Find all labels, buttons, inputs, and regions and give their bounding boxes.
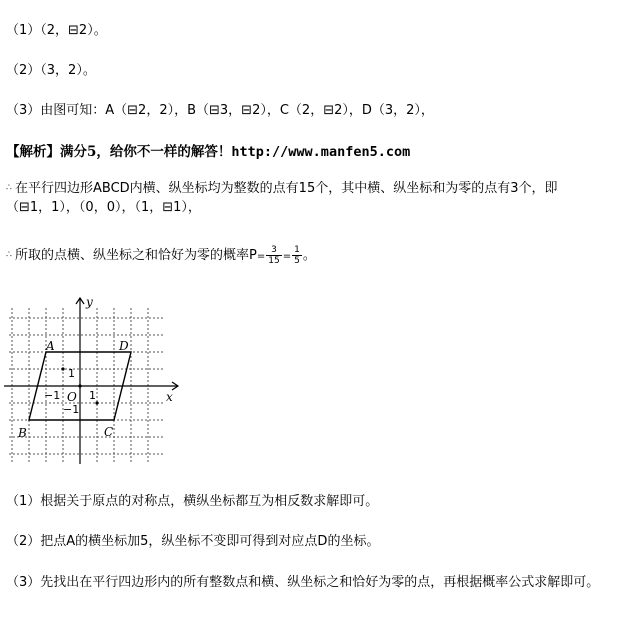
origin-label: O bbox=[67, 390, 77, 404]
axes bbox=[4, 298, 178, 464]
tick-y-neg-1: −1 bbox=[63, 403, 80, 416]
vertex-d-label: D bbox=[119, 339, 129, 353]
vertex-c-label: C bbox=[104, 425, 114, 439]
tick-y-1: 1 bbox=[68, 367, 75, 380]
analysis-p1-line1: 在平行四边形ABCD内横、纵坐标均为整数的点有15个，其中横、纵坐标和为零的点有3个，即 bbox=[15, 181, 558, 196]
hint-3: （3）先找出在平行四边形内的所有整数点和横、纵坐标之和恰好为零的点，再根据概率公式求解即可。 bbox=[6, 575, 600, 590]
tick-x-1: 1 bbox=[89, 389, 96, 402]
answer-2: （2）（3，2）。 bbox=[6, 63, 96, 78]
analysis-p1-line2: （⊟1，1），（0，0），（1，⊟1）， bbox=[6, 200, 201, 215]
equals-sign: = bbox=[282, 251, 292, 262]
probability-text: 所取的点横、纵坐标之和恰好为零的概率P bbox=[15, 248, 257, 263]
y-axis-label: y bbox=[86, 295, 93, 309]
period: 。 bbox=[302, 248, 316, 263]
fraction-1-5 bbox=[292, 245, 302, 266]
fraction-numerator: 3 bbox=[266, 245, 281, 256]
equals-sign: = bbox=[256, 251, 266, 262]
hint-1: （1）根据关于原点的对称点，横纵坐标都互为相反数求解即可。 bbox=[6, 494, 379, 509]
analysis-heading bbox=[6, 143, 410, 161]
source-url: http://www.manfen5.com bbox=[231, 144, 411, 160]
coordinate-figure bbox=[0, 288, 200, 468]
therefore-icon: ∴ bbox=[6, 183, 12, 193]
fraction-denominator: 15 bbox=[268, 256, 280, 266]
fraction-3-15 bbox=[266, 245, 281, 266]
tick-x-neg-1: −1 bbox=[44, 389, 61, 402]
vertex-a-label: A bbox=[46, 339, 55, 353]
answer-1: （1）（2，⊟2）。 bbox=[6, 23, 107, 38]
fraction-denominator: 5 bbox=[294, 256, 300, 266]
answer-3: （3）由图可知：A（⊟2，2），B（⊟3，⊟2），C（2，⊟2），D（3，2）， bbox=[6, 103, 434, 118]
x-axis-label: x bbox=[166, 390, 173, 404]
analysis-paragraph-2 bbox=[6, 244, 316, 268]
analysis-paragraph-1 bbox=[6, 179, 557, 198]
vertex-b-label: B bbox=[18, 426, 27, 440]
therefore-icon: ∴ bbox=[6, 250, 12, 260]
hint-2: （2）把点A的横坐标加5，纵坐标不变即可得到对应点D的坐标。 bbox=[6, 534, 380, 549]
fraction-numerator: 1 bbox=[294, 245, 300, 255]
analysis-heading-label: 【解析】满分5，给你不一样的解答！ bbox=[6, 144, 232, 160]
